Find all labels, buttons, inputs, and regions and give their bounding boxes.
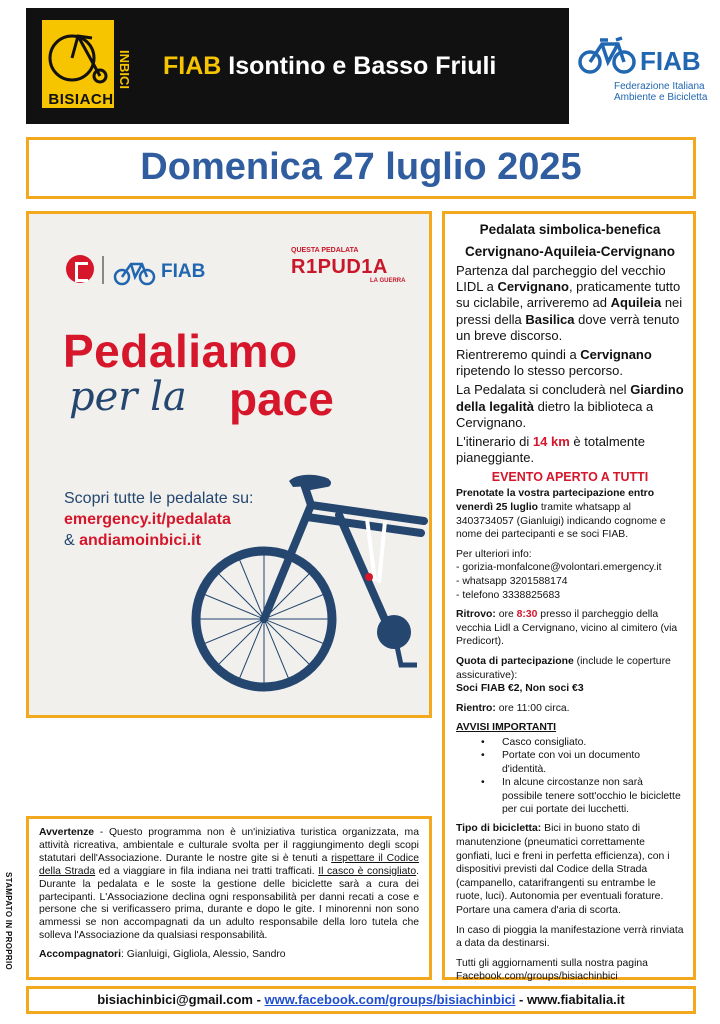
header-title	[163, 52, 496, 81]
info-pioggia: In caso di pioggia la manifestazione verrà rinviata a data da destinarsi.	[456, 924, 684, 950]
text: ripetendo lo stesso percorso.	[456, 363, 623, 379]
info-aggiornamenti: Tutti gli aggiornamenti sulla nostra pagina Facebook.com/groups/bisiachinbici	[456, 957, 648, 983]
fiab-logo-sub2: Ambiente e Bicicletta	[614, 92, 708, 103]
avvertenze-text	[39, 827, 419, 943]
text-bold: Basilica	[525, 311, 575, 327]
penny-farthing-icon	[48, 28, 108, 86]
footer-site-link[interactable]: www.fiabitalia.it	[526, 992, 625, 1007]
text: ore	[495, 609, 517, 621]
contatti-email[interactable]: - gorizia-monfalcone@volontari.emergency.it	[456, 562, 662, 574]
text: La Pedalata si concluderà nel	[456, 382, 631, 398]
poster-scopri-text: Scopri tutte le pedalate su:	[64, 490, 254, 507]
text-bold: Aquileia	[610, 295, 662, 311]
info-contatti	[456, 548, 684, 602]
poster-fiab-word: FIAB	[161, 261, 206, 282]
text-red: 8:30	[516, 609, 538, 621]
accompagnatori	[39, 949, 419, 962]
fiab-logo-word: FIAB	[640, 46, 701, 76]
info-quota	[456, 655, 684, 696]
info-ritrovo	[456, 608, 684, 649]
info-rientro	[456, 702, 684, 716]
event-poster	[26, 211, 432, 718]
text: Bici in buono stato di manutenzione (pneumatici correttamente gonfiati, luci e freni in perfetta efficienza), con i dispositivi previsti dal Codice della Strada (campanello, catarifrangenti su entrambe le ruote, luci). Autonomia per eventuali forature. Portare una camera d'aria di scorta.	[456, 823, 670, 916]
poster-title-line1: Pedaliamo	[63, 325, 298, 377]
evento-aperto-label: EVENTO APERTO A TUTTI	[491, 470, 649, 485]
avvisi-title	[456, 721, 684, 735]
text-underlined: Il casco è consigliato	[318, 865, 417, 877]
logo-bisiach-text: BISIACH	[48, 91, 114, 108]
text: presso il parcheggio della vecchia Lidl a Cervignano, vicino al cimitero (via Predicort).	[456, 609, 678, 648]
fiab-logo-sub1: Federazione Italiana	[614, 81, 705, 92]
text-bold: Giardino della legalità	[456, 382, 684, 414]
text-bold: Accompagnatori	[39, 949, 121, 961]
info-prenotazione	[456, 487, 684, 541]
poster-link-emergency[interactable]: emergency.it/pedalata	[64, 511, 231, 528]
avvertenze-box	[26, 816, 432, 980]
info-title-1: Pedalata simbolica-benefica	[479, 222, 661, 237]
poster-title-line2b: pace	[229, 373, 334, 425]
bisiach-inbici-logo	[40, 18, 134, 110]
text: dietro la biblioteca a Cervignano.	[456, 398, 654, 430]
footer-facebook-link[interactable]: www.facebook.com/groups/bisiachinbici	[264, 992, 516, 1007]
ampersand: &	[64, 532, 80, 549]
text-bold: AVVISI IMPORTANTI	[456, 722, 557, 734]
text: . Durante la pedalata e le soste la gestione delle biciclette sarà a cura dei partecipanti. L'Associazione declina ogni responsabilità per danni recati a cose e persone che si verificassero prima, durante e dopo le gite. I minorenni non sono ammessi se non accompagnati da un adulto responsabile della loro tutela che solleva l'Associazione da qualsiasi responsabilità.	[39, 865, 419, 942]
avvisi-list	[456, 736, 684, 816]
text: ore 11:00 circa.	[495, 702, 570, 714]
text-underlined: rispettare il Codice della Strada	[39, 852, 419, 877]
text-bold: Cervignano	[580, 347, 652, 363]
text-bold: Prenotate la vostra partecipazione entro venerdì 25 luglio	[456, 488, 655, 514]
text: : Gianluigi, Gigliola, Alessio, Sandro	[120, 949, 286, 961]
text: nei pressi della	[456, 295, 683, 327]
info-tipo-bicicletta	[456, 822, 684, 917]
header-title-fiab: FIAB	[163, 52, 222, 80]
text: Rientreremo quindi a	[456, 347, 581, 363]
bicycle-icon	[578, 32, 638, 76]
bicycle-icon	[113, 258, 157, 286]
footer-bar	[26, 986, 696, 1014]
text: dove verrà tenuto un breve discorso.	[456, 311, 680, 343]
text: ed a viaggiare in fila indiana nei tratti trafficati.	[95, 865, 319, 877]
text: - Questo programma non è un'iniziativa turistica organizzata, ma attività ricreativa, ambientale e culturale svolta per il raggiungimento degli scopi statutari dell'Associazione. Durante le nostre gite si è tenuti a	[39, 827, 419, 864]
footer-sep: -	[515, 992, 527, 1007]
text: tramite whatsapp al 3403734057 (Gianluigi) indicando cognome e nome dei partecipanti e se soci FIAB.	[456, 502, 666, 541]
stampato-in-proprio: STAMPATO IN PROPRIO	[4, 872, 13, 971]
logo-separator	[102, 256, 104, 284]
info-paragraph-rientro	[456, 347, 684, 379]
contatti-whatsapp: - whatsapp 3201588174	[456, 576, 568, 587]
text: (include le coperture assicurative):	[456, 655, 671, 681]
emergency-logo-icon	[66, 255, 94, 283]
info-paragraph-itinerario	[456, 434, 684, 466]
contatti-telefono: - telefono 3338825683	[456, 589, 560, 601]
info-panel	[442, 211, 696, 983]
info-paragraph-partenza	[456, 263, 684, 344]
text-bold: Cervignano	[497, 279, 569, 295]
list-item: • Portate con voi un documento d'identità.	[456, 749, 684, 776]
contatti-title: Per ulteriori info:	[456, 548, 532, 560]
header-title-rest: Isontino e Basso Friuli	[221, 52, 497, 80]
info-paragraph-conclusione	[456, 382, 684, 431]
fiab-logo	[578, 30, 716, 110]
poster-link-andiamoinbici-text: andiamoinbici.it	[79, 532, 201, 549]
text-bold: Avvertenze	[39, 827, 95, 838]
text: è totalmente pianeggiante.	[456, 434, 645, 466]
text: , praticamente tutto su ciclabile, arriveremo ad	[456, 279, 681, 311]
text: L'itinerario di	[456, 434, 533, 450]
list-item: • In alcune circostanze non sarà possibile tenere sott'occhio le biciclette per cui portate dei lucchetti.	[456, 776, 684, 816]
info-title-2: Cervignano-Aquileia-Cervignano	[464, 244, 676, 259]
ripudia-logo-text: R1PUD1A	[291, 256, 388, 278]
text-bold: Tipo di bicicletta:	[456, 823, 542, 835]
footer-email-link[interactable]: bisiachinbici@gmail.com	[97, 992, 253, 1007]
text-red: 14 km	[532, 434, 570, 450]
date-text: Domenica 27 luglio 2025	[140, 146, 582, 188]
text-bold: Ritrovo:	[456, 609, 496, 621]
list-item: • Casco consigliato.	[456, 736, 684, 749]
ripudia-bottom-text: LA GUERRA	[370, 278, 406, 284]
text-bold: Rientro:	[456, 702, 496, 714]
poster-fiab-logo	[113, 256, 213, 286]
poster-title-line2a: per la	[69, 374, 187, 420]
text-bold: Soci FIAB €2, Non soci €3	[456, 683, 584, 695]
text: Partenza dal parcheggio del vecchio LIDL a	[456, 263, 666, 295]
text-bold: Quota di partecipazione	[456, 655, 574, 667]
date-banner	[26, 137, 696, 199]
bicycle-illustration	[189, 469, 432, 718]
footer-sep: -	[252, 992, 265, 1007]
poster-link-andiamoinbici[interactable]	[64, 532, 201, 550]
logo-inbici-text: INBICI	[114, 20, 132, 112]
fiab-logo-subtitle	[614, 81, 707, 103]
ripudia-top-text: QUESTA PEDALATA	[291, 247, 359, 254]
